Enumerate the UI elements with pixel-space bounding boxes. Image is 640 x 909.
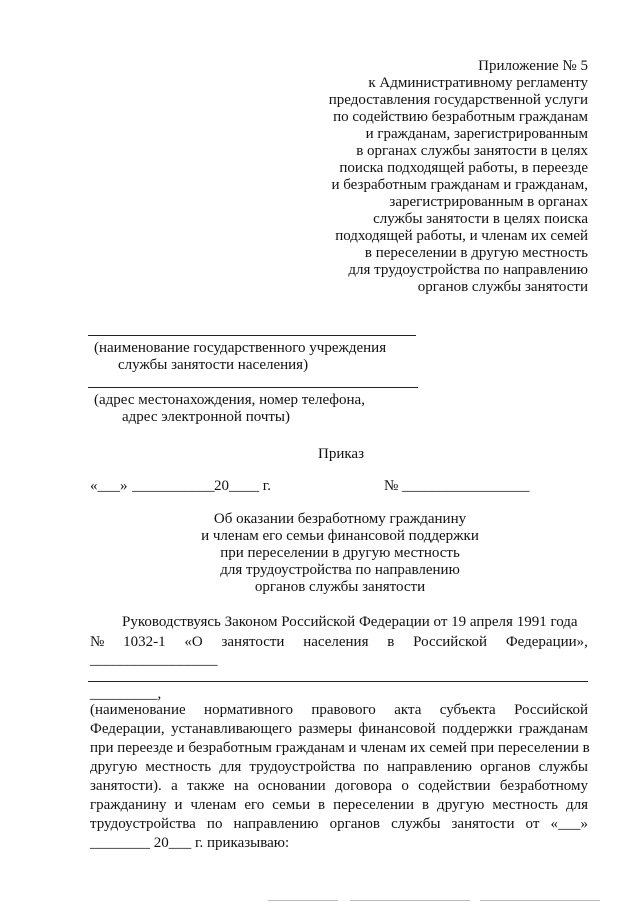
body-word: в — [387, 634, 395, 650]
legal-act-caption-line: другую местность для трудоустройства по направлению органов службы — [90, 759, 588, 775]
appendix-header — [300, 58, 588, 296]
address-caption-line2: адрес электронной почты) — [122, 409, 291, 425]
address-blank — [88, 387, 418, 388]
order-date-year: 20____ г. — [214, 478, 271, 494]
legal-act-caption-line: Федерации, устанавливающего размеры финансовой поддержки гражданам — [90, 721, 588, 737]
institution-caption-line1: (наименование государственного учреждения — [94, 340, 387, 356]
appendix-line: Приложение № 5 — [478, 58, 588, 74]
legal-act-blank-3: _________, — [90, 686, 162, 702]
appendix-line: предоставления государственной услуги — [328, 92, 588, 108]
legal-act-caption-line: (наименование нормативного правового акта субъекта Российской — [90, 702, 588, 718]
legal-act-caption-line: гражданину и членам его семьи в переселении в другую местность для — [90, 797, 588, 813]
subject-line: для трудоустройства по направлению — [220, 562, 460, 578]
appendix-line: в переселении в другую местность — [364, 245, 588, 261]
body-word: Федерации», — [505, 634, 588, 650]
scan-artifact — [268, 900, 338, 901]
order-date-day: «___» — [90, 478, 128, 494]
appendix-line: службы занятости в целях поиска — [373, 211, 588, 227]
appendix-line: к Административному регламенту — [368, 75, 588, 91]
body-word: населения — [303, 634, 369, 650]
subject-line: органов службы занятости — [254, 579, 426, 595]
legal-act-caption-line: трудоустройства по направлению органов службы занятости от «___» — [90, 816, 588, 832]
legal-act-blank-2 — [88, 681, 588, 682]
appendix-line: в органах службы занятости в целях — [356, 143, 588, 159]
order-final-line: ________ 20___ г. приказываю: — [90, 835, 290, 851]
appendix-line: органов службы занятости — [417, 279, 588, 295]
appendix-line: и гражданам, зарегистрированным — [365, 126, 588, 142]
institution-caption-line2: службы занятости населения) — [118, 357, 309, 373]
order-subject — [160, 511, 520, 596]
body-line-2 — [90, 634, 588, 651]
subject-line: при переселении в другую местность — [220, 545, 460, 561]
legal-act-caption-line: при переезде и безработным гражданам и членам их семей при переселении в — [90, 740, 590, 756]
appendix-line: подходящей работы, и членам их семей — [335, 228, 588, 244]
appendix-line: зарегистрированным в органах — [389, 194, 588, 210]
appendix-line: поиска подходящей работы, в переезде — [339, 160, 588, 176]
legal-act-blank-1: _________________ — [90, 652, 218, 668]
order-heading: Приказ — [318, 446, 365, 462]
institution-name-blank — [88, 335, 416, 336]
body-word: Российской — [413, 634, 488, 650]
appendix-line: для трудоустройства по направлению — [348, 262, 588, 278]
body-word: «О — [184, 634, 203, 650]
appendix-line: и безработным гражданам и гражданам, — [331, 177, 588, 193]
appendix-line: по содействию безработным гражданам — [333, 109, 588, 125]
body-line-1: Руководствуясь Законом Российской Федерации от 19 апреля 1991 года — [122, 614, 578, 630]
subject-line: и членам его семьи финансовой поддержки — [201, 528, 479, 544]
body-word: занятости — [221, 634, 285, 650]
scan-artifact — [350, 900, 470, 901]
address-caption-line1: (адрес местонахождения, номер телефона, — [94, 392, 365, 408]
body-word: № — [90, 634, 105, 650]
body-word: 1032-1 — [123, 634, 166, 650]
legal-act-caption-line: занятости). а также на основании договора о содействии безработному — [90, 778, 588, 794]
subject-line: Об оказании безработному гражданину — [213, 511, 467, 527]
scan-artifact — [480, 900, 600, 901]
order-number: № _________________ — [384, 478, 530, 494]
order-date-month: ___________ — [132, 478, 215, 494]
